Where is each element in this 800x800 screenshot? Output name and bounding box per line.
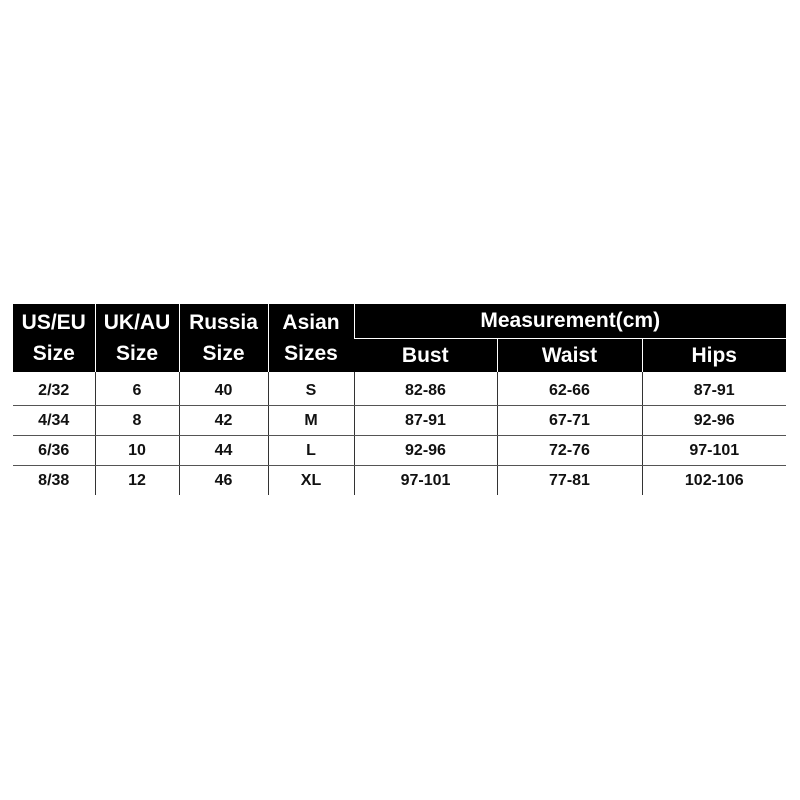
cell-asian: XL xyxy=(268,466,354,496)
cell-bust: 82-86 xyxy=(354,376,497,406)
cell-uk-au: 8 xyxy=(95,406,179,436)
header-measurement: Measurement(cm) xyxy=(354,304,786,338)
header-us-eu-size xyxy=(13,304,95,372)
cell-bust: 97-101 xyxy=(354,466,497,496)
cell-hips: 92-96 xyxy=(642,406,786,436)
cell-asian: S xyxy=(268,376,354,406)
cell-us-eu: 6/36 xyxy=(13,436,95,466)
cell-waist: 72-76 xyxy=(497,436,642,466)
header-hips: Hips xyxy=(642,338,786,372)
cell-uk-au: 12 xyxy=(95,466,179,496)
table-row xyxy=(13,406,786,436)
table-row xyxy=(13,376,786,406)
header-russia-size xyxy=(179,304,268,372)
header-us-eu-line2: Size xyxy=(32,342,75,365)
table-row xyxy=(13,436,786,466)
cell-hips: 87-91 xyxy=(642,376,786,406)
header-waist: Waist xyxy=(497,338,642,372)
cell-us-eu: 4/34 xyxy=(13,406,95,436)
header-asian-sizes xyxy=(268,304,354,372)
cell-asian: M xyxy=(268,406,354,436)
cell-russia: 40 xyxy=(179,376,268,406)
header-uk-au-size xyxy=(95,304,179,372)
cell-bust: 87-91 xyxy=(354,406,497,436)
cell-asian: L xyxy=(268,436,354,466)
cell-russia: 42 xyxy=(179,406,268,436)
cell-us-eu: 8/38 xyxy=(38,471,70,489)
table-row xyxy=(13,466,786,496)
cell-bust: 92-96 xyxy=(354,436,497,466)
cell-waist: 62-66 xyxy=(497,376,642,406)
header-asian-line2: Sizes xyxy=(284,342,338,365)
header-russia-line2: Size xyxy=(202,342,245,365)
cell-hips: 97-101 xyxy=(642,436,786,466)
header-russia-line1: Russia xyxy=(189,311,258,334)
cell-waist: 67-71 xyxy=(497,406,642,436)
cell-hips: 102-106 xyxy=(642,466,786,496)
cell-uk-au: 10 xyxy=(95,436,179,466)
size-chart-table xyxy=(13,304,786,495)
header-uk-au-line2: Size xyxy=(115,342,159,365)
cell-russia: 44 xyxy=(179,436,268,466)
header-asian-line1: Asian xyxy=(282,311,340,334)
header-us-eu-line1: US/EU xyxy=(21,311,86,334)
cell-waist: 77-81 xyxy=(497,466,642,496)
cell-russia: 46 xyxy=(179,466,268,496)
header-uk-au-line1: UK/AU xyxy=(103,311,171,334)
header-bust: Bust xyxy=(354,338,497,372)
cell-uk-au: 6 xyxy=(95,376,179,406)
cell-us-eu: 2/32 xyxy=(13,376,95,406)
